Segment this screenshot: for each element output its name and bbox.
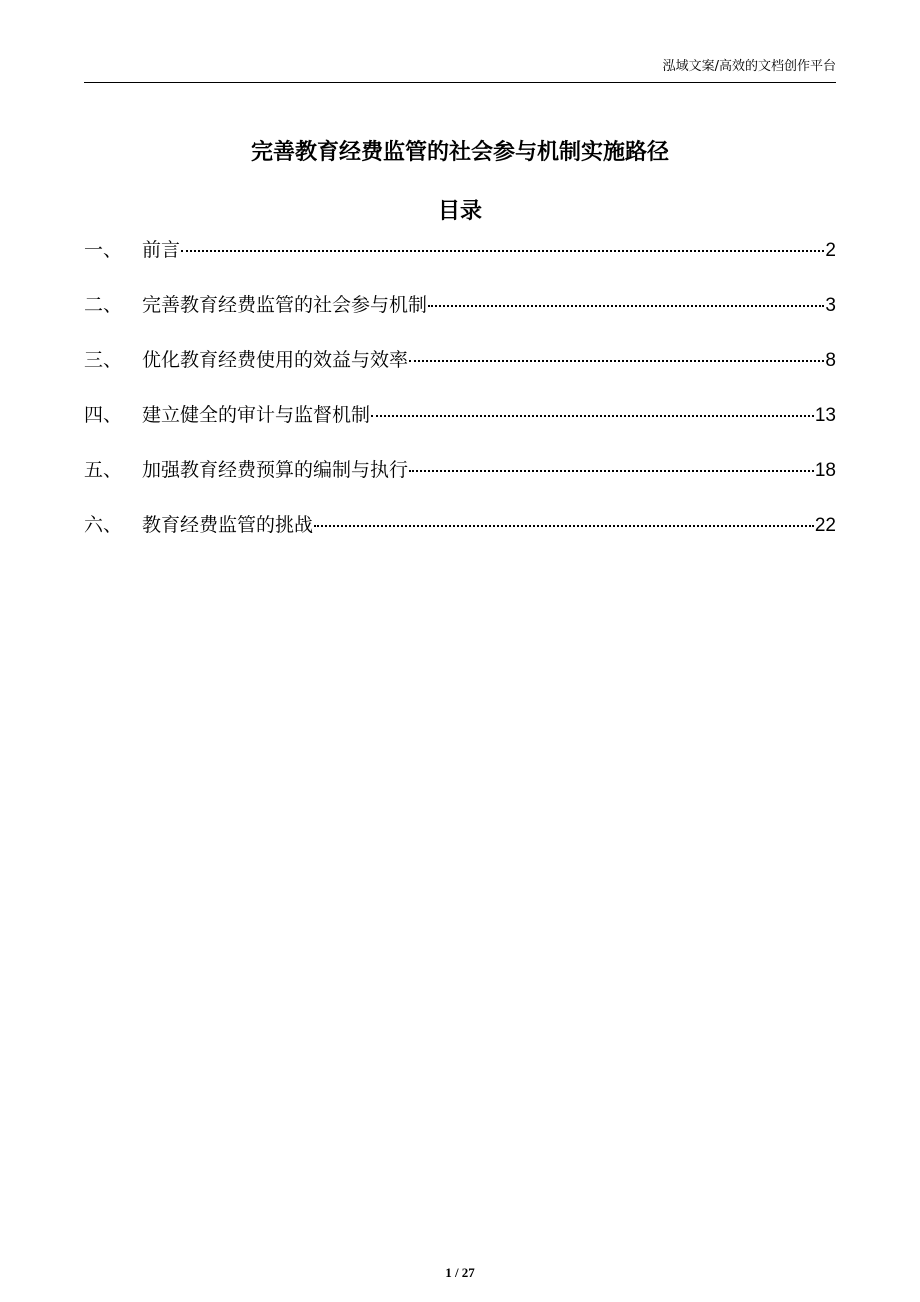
- toc-entry-6[interactable]: [84, 509, 836, 564]
- toc-entry-number: 五、: [84, 459, 123, 481]
- toc-dot-leader: [314, 519, 814, 527]
- toc-entry-4[interactable]: [84, 399, 836, 454]
- toc-heading: 目录: [437, 199, 482, 225]
- table-of-contents: [84, 234, 836, 564]
- toc-entry-title: 教育经费监管的挑战: [142, 514, 314, 536]
- toc-entry-title: 加强教育经费预算的编制与执行: [142, 459, 409, 481]
- toc-entry-5[interactable]: [84, 454, 836, 509]
- toc-entry-title: 优化教育经费使用的效益与效率: [142, 349, 409, 371]
- toc-entry-number: 四、: [84, 404, 123, 426]
- toc-entry-number: 三、: [84, 349, 123, 371]
- toc-entry-3[interactable]: [84, 344, 836, 399]
- toc-entry-page: 8: [825, 350, 836, 371]
- toc-entry-title: 完善教育经费监管的社会参与机制: [142, 294, 428, 316]
- toc-entry-page: 3: [825, 295, 836, 316]
- toc-entry-title: 前言: [142, 239, 181, 261]
- toc-entry-1[interactable]: [84, 234, 836, 289]
- toc-dot-leader: [371, 409, 814, 417]
- toc-entry-page: 22: [814, 515, 836, 536]
- toc-entry-2[interactable]: [84, 289, 836, 344]
- toc-entry-number: 二、: [84, 294, 123, 316]
- toc-entry-page: 13: [814, 405, 836, 426]
- toc-entry-title: 建立健全的审计与监督机制: [142, 404, 371, 426]
- header-note: 泓域文案/高效的文档创作平台: [662, 59, 836, 74]
- toc-entry-page: 2: [825, 240, 836, 261]
- toc-entry-number: 一、: [84, 239, 123, 261]
- toc-entry-page: 18: [814, 460, 836, 481]
- toc-dot-leader: [409, 464, 814, 472]
- header-divider: [84, 82, 836, 83]
- toc-dot-leader: [181, 244, 824, 252]
- toc-dot-leader: [409, 354, 824, 362]
- toc-entry-number: 六、: [84, 514, 123, 536]
- toc-dot-leader: [428, 299, 824, 307]
- document-title: 完善教育经费监管的社会参与机制实施路径: [250, 139, 669, 165]
- page-indicator: 1 / 27: [445, 1265, 475, 1280]
